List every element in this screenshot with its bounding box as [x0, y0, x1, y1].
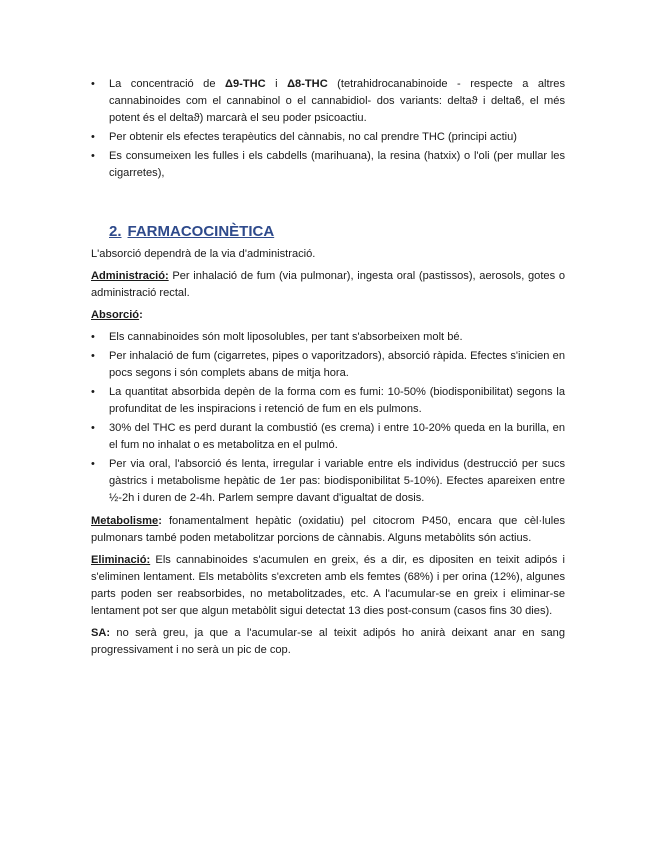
- item-text: La concentració de: [109, 78, 225, 90]
- item-text: i: [265, 78, 288, 90]
- list-item: [91, 384, 565, 418]
- metabolisme-label: Metabolisme: [91, 515, 159, 527]
- sa-text: no serà greu, ja que a l'acumular-se al teixit adipós ho anirà deixant anar en sang progressivament i no serà un pic de cop.: [91, 627, 565, 656]
- sa-paragraph: [91, 625, 565, 659]
- metabolisme-colon: :: [158, 515, 162, 527]
- item-text: Per inhalació de fum (cigarretes, pipes o vaporitzadors), absorció ràpida. Efectes s'inicien en pocs segons i són complets abans de mitja hora.: [109, 350, 565, 379]
- item-text: Els cannabinoides són molt liposolubles, per tant s'absorbeixen molt bé.: [109, 331, 463, 343]
- administracio-label: Administració:: [91, 270, 169, 282]
- list-item: [91, 420, 565, 454]
- sa-label: SA:: [91, 627, 111, 639]
- list-item: [91, 348, 565, 382]
- section-number: 2.: [109, 223, 122, 240]
- list-item: [91, 76, 565, 127]
- absorcio-list: [91, 329, 565, 507]
- item-text: Es consumeixen les fulles i els cabdells (marihuana), la resina (hatxix) o l'oli (per mullar les cigarretes),: [109, 150, 565, 179]
- section-heading: [109, 222, 565, 242]
- bold-term: Δ8-THC: [287, 78, 328, 90]
- absorcio-heading: [91, 307, 565, 324]
- eliminacio-text: Els cannabinoides s'acumulen en greix, és a dir, es dipositen en teixit adipós i s'eliminen lentament. Els metabòlits s'excreten amb els femtes (68%) i per orina (12%), algunes parts poden ser reabsorbides, no metabolitzades, etc. A l'acumular-se en greix i eliminar-se lentament pot ser que algun metabòlit sigui detectat 13 dies post-consum (casos fins 30 dies).: [91, 554, 565, 617]
- top-bullet-list: [91, 76, 565, 182]
- metabolisme-paragraph: [91, 513, 565, 547]
- intro-paragraph: L'absorció dependrà de la via d'administració.: [91, 248, 316, 260]
- bold-term: Δ9-THC: [225, 78, 266, 90]
- item-text: La quantitat absorbida depèn de la forma com es fumi: 10-50% (biodisponibilitat) segons la profunditat de les inspiracions i retenció de fum en els pulmons.: [109, 386, 565, 415]
- list-item: [91, 329, 565, 346]
- administracio-paragraph: [91, 268, 565, 302]
- item-text: (tetrahidrocanabinoide - respecte a altres cannabinoides com el cannabinol o el cannabidiol- dos variants: deltaϑ i deltaϐ, el més potent és el deltaϑ) marcarà el seu poder psicoactiu.: [109, 78, 565, 124]
- list-item: [91, 148, 565, 182]
- absorcio-colon: :: [139, 309, 143, 321]
- administracio-text: Per inhalació de fum (via pulmonar), ingesta oral (pastissos), aerosols, gotes o administració rectal.: [91, 270, 565, 299]
- section-title: FARMACOCINÈTICA: [127, 223, 275, 240]
- eliminacio-paragraph: [91, 552, 565, 620]
- eliminacio-label: Eliminació:: [91, 554, 151, 566]
- list-item: [91, 129, 565, 146]
- item-text: Per via oral, l'absorció és lenta, irregular i variable entre els individus (destrucció per sucs gàstrics i metabolisme hepàtic de 1er pas: biodisponibilitat 5-10%). Efectes apareixen entre ½-2h i duren de 2-4h. Parlem sempre davant d'igualtat de dosis.: [109, 458, 565, 504]
- metabolisme-text: fonamentalment hepàtic (oxidatiu) pel citocrom P450, encara que cèl·lules pulmonars també poden metabolitzar porcions de cànnabis. Alguns metabòlits són actius.: [91, 515, 565, 544]
- document-page: [91, 76, 565, 664]
- item-text: Per obtenir els efectes terapèutics del cànnabis, no cal prendre THC (principi actiu): [109, 131, 518, 143]
- item-text: 30% del THC es perd durant la combustió (es crema) i entre 10-20% queda en la burilla, en el fum no inhalat o es metabolitza en el pulmó.: [109, 422, 565, 451]
- list-item: [91, 456, 565, 507]
- absorcio-label: Absorció: [91, 309, 140, 321]
